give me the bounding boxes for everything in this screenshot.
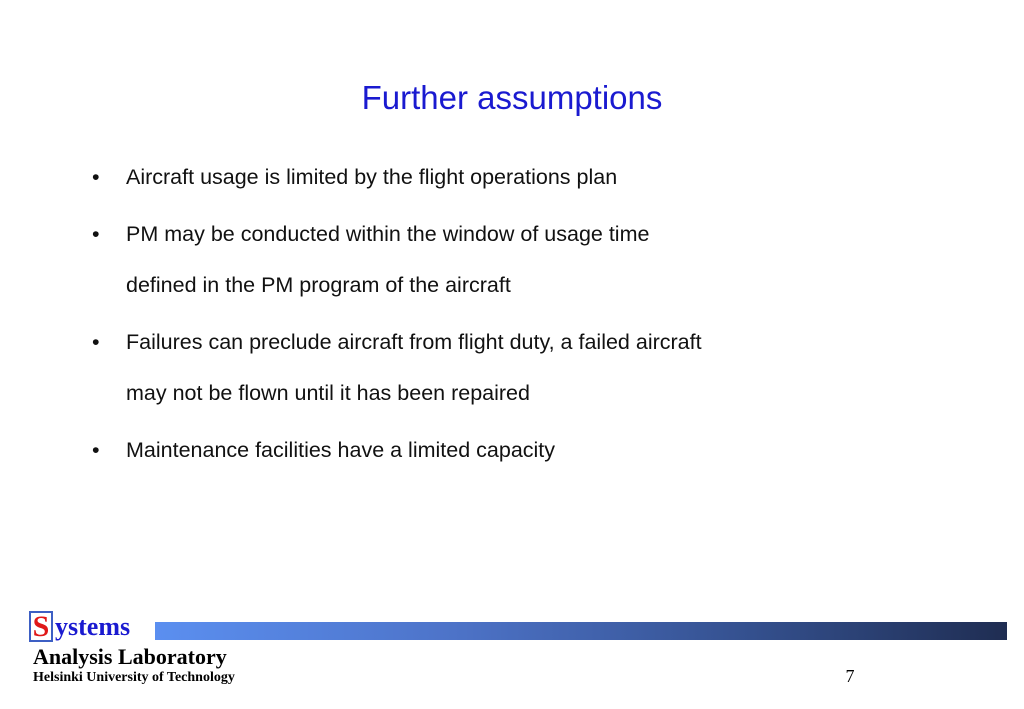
bullet-marker: • bbox=[92, 438, 100, 462]
logo-gradient-bar bbox=[155, 622, 1007, 640]
bullet-text-line: defined in the PM program of the aircraft bbox=[126, 273, 511, 297]
logo-s-letter: S bbox=[29, 611, 53, 642]
bullet-marker: • bbox=[92, 165, 100, 189]
bullet-marker: • bbox=[92, 330, 100, 354]
slide-title: Further assumptions bbox=[361, 79, 663, 116]
bullet-text-line: may not be flown until it has been repaired bbox=[126, 381, 530, 405]
bullet-item bbox=[92, 152, 852, 203]
logo-university-name: Helsinki University of Technology bbox=[33, 670, 235, 685]
bullet-marker: • bbox=[92, 222, 100, 246]
bullet-list bbox=[92, 152, 852, 482]
logo-ystems-text: ystems bbox=[55, 612, 131, 641]
page-number: 7 bbox=[845, 666, 855, 686]
bullet-text-line: PM may be conducted within the window of usage time bbox=[126, 222, 650, 246]
bullet-item bbox=[92, 317, 852, 419]
bullet-item bbox=[92, 209, 852, 311]
bullet-text-line: Failures can preclude aircraft from flight duty, a failed aircraft bbox=[126, 330, 702, 354]
bullet-text-line: Maintenance facilities have a limited capacity bbox=[126, 438, 556, 462]
bullet-item bbox=[92, 425, 852, 476]
logo-lab-name: Analysis Laboratory bbox=[33, 644, 227, 669]
bullet-text-line: Aircraft usage is limited by the flight operations plan bbox=[126, 165, 618, 189]
